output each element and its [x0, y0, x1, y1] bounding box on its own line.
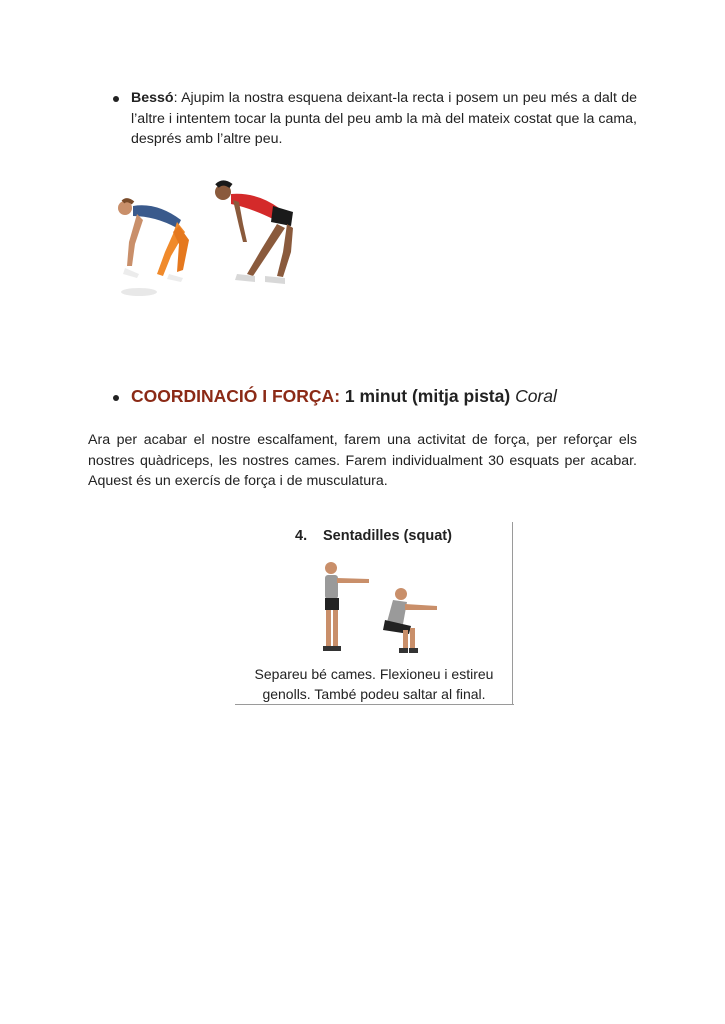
caption-line-1: Separeu bé cames. Flexioneu i estireu: [254, 666, 494, 682]
stretching-illustration: [107, 170, 307, 300]
besso-text: : Ajupim la nostra esquena deixant-la recta i posem un peu més a dalt de l’altre i intentem tocar la punta del peu amb la mà del mateix costat que la cama, després amb l’altre peu.: [131, 90, 637, 148]
besso-term: Bessó: [131, 90, 174, 106]
card-caption: [235, 664, 513, 704]
card-title-text: Sentadilles (squat): [323, 528, 452, 544]
squat-illustration: [313, 560, 443, 660]
squat-card: [235, 522, 513, 705]
bullet-marker: [113, 395, 119, 401]
caption-line-2: genolls. També podeu saltar al final.: [262, 686, 486, 702]
heading-keyword: COORDINACIÓ I FORÇA:: [131, 386, 341, 406]
heading-duration: 1 minut (mitja pista): [340, 386, 511, 406]
card-title: [295, 528, 452, 544]
section-heading: [131, 386, 557, 407]
force-paragraph: Ara per acabar el nostre escalfament, farem una activitat de força, per reforçar els nostres quàdriceps, les nostres cames. Farem individualment 30 esquats per acabar. Aquest és un exercís de força i de musculatura.: [88, 432, 637, 490]
besso-description: [131, 88, 637, 150]
bullet-marker: [113, 96, 119, 102]
card-border-bottom: [235, 704, 514, 705]
card-number: 4.: [295, 528, 308, 544]
heading-song: Coral: [515, 386, 557, 406]
